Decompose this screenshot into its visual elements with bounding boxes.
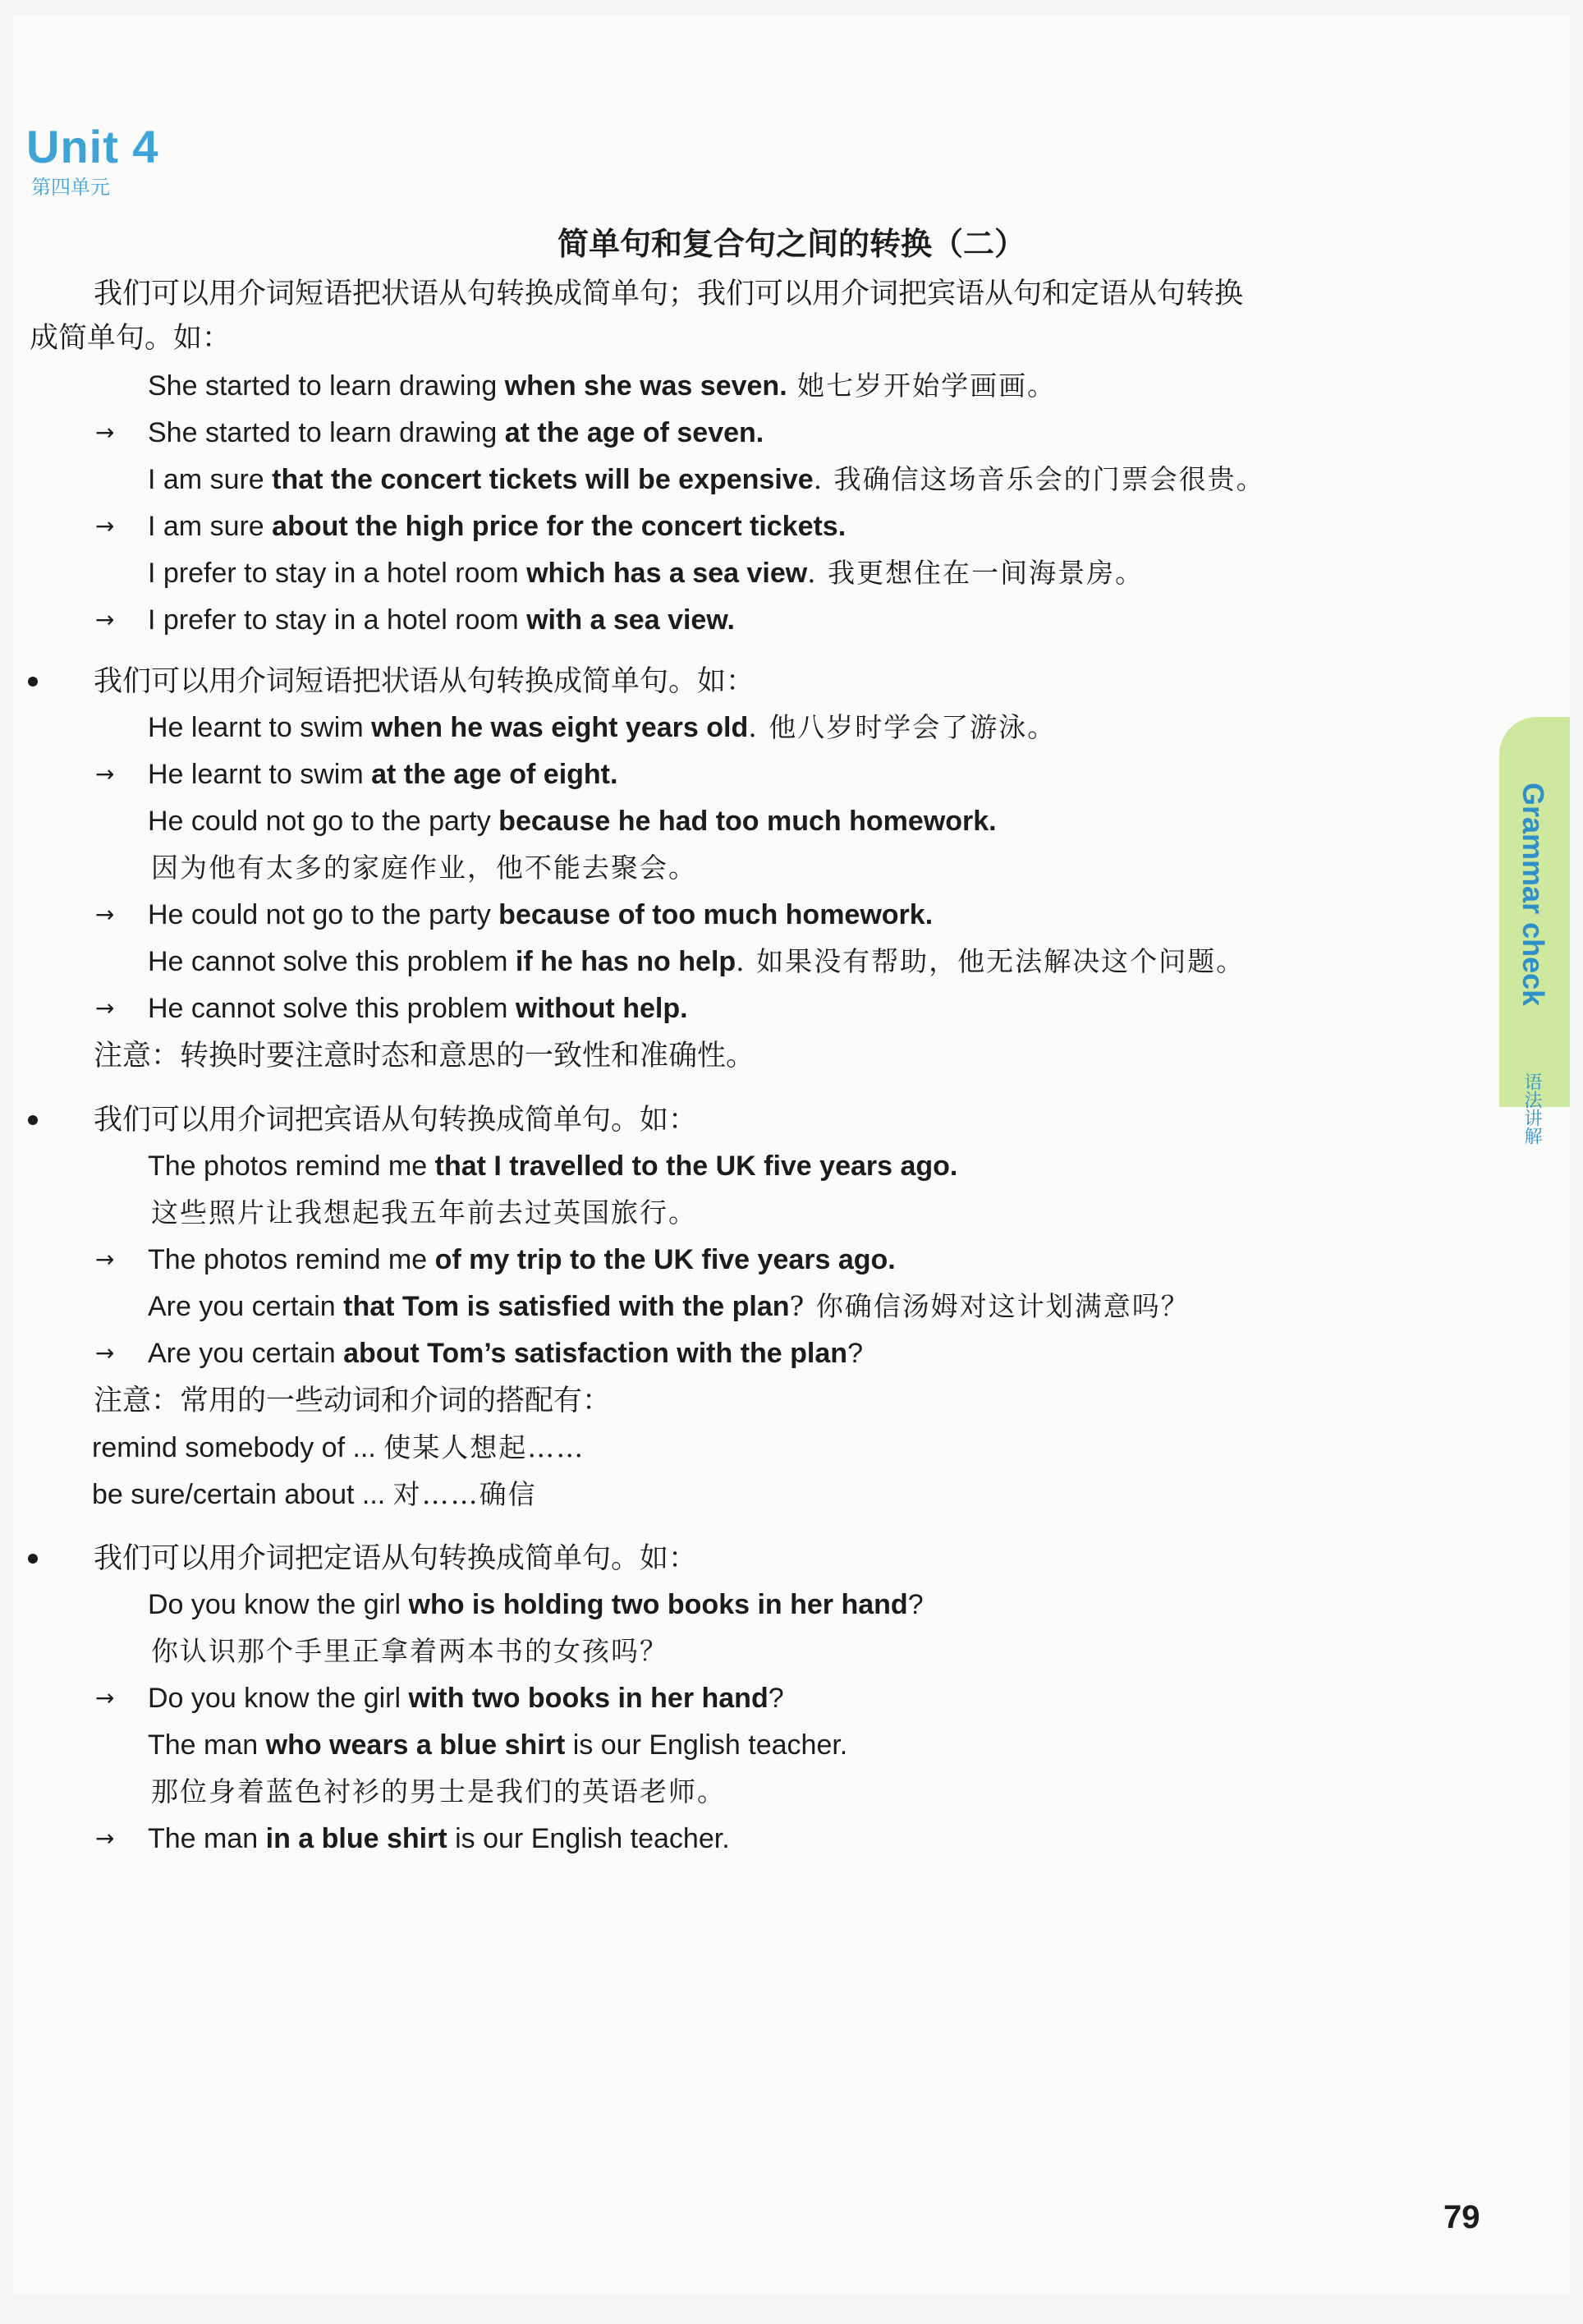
example-plain: is our English teacher. xyxy=(565,1729,848,1761)
example-line xyxy=(148,1821,730,1857)
example-plain: He cannot solve this problem xyxy=(148,993,516,1024)
example-plain: He could not go to the party xyxy=(148,806,499,837)
intro-line-1: 我们可以用介词短语把状语从句转换成简单句；我们可以用介词把宾语从句和定语从句转换 xyxy=(94,278,1244,310)
example-translation: ? 你确信汤姆对这计划满意吗？ xyxy=(789,1290,1190,1322)
example-highlight: because of too much homework. xyxy=(498,899,934,930)
bullet-dot xyxy=(28,1115,38,1125)
example-translation: . 他八岁时学会了游泳。 xyxy=(748,711,1057,743)
example-plain: I prefer to stay in a hotel room xyxy=(148,558,527,589)
example-plain: I am sure xyxy=(148,511,273,542)
section-heading: 我们可以用介词把宾语从句转换成简单句。如： xyxy=(94,1104,698,1137)
example-line xyxy=(148,508,846,544)
example-plain: She started to learn drawing xyxy=(148,370,505,402)
example-plain: He learnt to swim xyxy=(148,759,372,790)
unit-title: Unit 4 xyxy=(26,121,159,172)
example-line xyxy=(148,555,1144,591)
example-line xyxy=(148,1148,957,1184)
arrow-icon: → xyxy=(95,419,115,446)
example-highlight: who is holding two books in her hand xyxy=(408,1589,908,1620)
example-highlight: with two books in her hand xyxy=(408,1683,769,1714)
collocation-line xyxy=(92,1430,585,1466)
example-plain: He learnt to swim xyxy=(148,712,372,743)
section-note: 注意：常用的一些动词和介词的搭配有： xyxy=(94,1385,612,1417)
example-plain: The photos remind me xyxy=(148,1244,435,1275)
example-line xyxy=(148,1242,896,1278)
example-highlight: when he was eight years old xyxy=(371,712,749,743)
example-highlight: in a blue shirt xyxy=(265,1823,447,1854)
example-translation: 因为他有太多的家庭作业，他不能去聚会。 xyxy=(151,852,697,884)
example-plain: I am sure xyxy=(148,464,273,495)
example-highlight: because he had too much homework. xyxy=(498,806,997,837)
example-line xyxy=(148,415,764,451)
example-plain: The man xyxy=(148,1729,266,1761)
arrow-icon: → xyxy=(95,512,115,540)
example-line xyxy=(148,897,933,933)
arrow-icon: → xyxy=(95,760,115,788)
example-line xyxy=(148,462,1265,498)
example-translation: 这些照片让我想起我五年前去过英国旅行。 xyxy=(151,1196,697,1229)
example-line xyxy=(148,602,735,638)
unit-subtitle-cn: 第四单元 xyxy=(31,176,110,199)
bullet-dot xyxy=(28,677,38,687)
example-translation: . 如果没有帮助，他无法解决这个问题。 xyxy=(736,945,1246,977)
example-plain: is our English teacher. xyxy=(447,1823,730,1854)
example-highlight: that I travelled to the UK five years ago. xyxy=(434,1151,958,1182)
arrow-icon: → xyxy=(95,606,115,633)
example-highlight: that the concert tickets will be expensive xyxy=(272,464,814,495)
example-translation: 你认识那个手里正拿着两本书的女孩吗？ xyxy=(151,1635,668,1667)
example-plain: Are you certain xyxy=(148,1291,344,1322)
collocation-phrase: be sure/certain about ... xyxy=(92,1479,393,1510)
example-plain: Do you know the girl xyxy=(148,1589,409,1620)
example-highlight: that Tom is satisfied with the plan xyxy=(343,1291,790,1322)
example-plain: The photos remind me xyxy=(148,1151,435,1182)
example-highlight: which has a sea view xyxy=(526,558,808,589)
example-plain: He cannot solve this problem xyxy=(148,946,516,977)
example-line xyxy=(148,803,997,839)
example-translation: . 我更想住在一间海景房。 xyxy=(807,557,1145,589)
example-highlight: if he has no help xyxy=(515,946,736,977)
collocation-meaning: 对……确信 xyxy=(392,1478,537,1510)
example-line xyxy=(148,1288,1190,1325)
example-highlight: about the high price for the concert tickets. xyxy=(272,511,847,542)
example-translation: 她七岁开始学画画。 xyxy=(787,370,1057,402)
example-line xyxy=(148,1587,924,1623)
page-heading: 简单句和复合句之间的转换（二） xyxy=(557,226,1026,262)
example-highlight: without help. xyxy=(515,993,688,1024)
textbook-page xyxy=(13,15,1570,2294)
example-translation: 那位身着蓝色衬衫的男士是我们的英语老师。 xyxy=(151,1775,726,1807)
section-heading: 我们可以用介词短语把状语从句转换成简单句。如： xyxy=(94,665,755,698)
example-plain: The man xyxy=(148,1823,266,1854)
page-number: 79 xyxy=(1443,2199,1480,2235)
example-plain: Are you certain xyxy=(148,1338,344,1369)
side-tab-label: Grammar check xyxy=(1516,783,1550,1007)
collocation-line xyxy=(92,1477,537,1513)
example-line xyxy=(148,1680,784,1716)
collocation-phrase: remind somebody of ... xyxy=(92,1432,384,1463)
example-plain: ? xyxy=(847,1338,863,1369)
arrow-icon: → xyxy=(95,1684,115,1711)
example-highlight: at the age of seven. xyxy=(504,417,764,448)
example-plain: ? xyxy=(907,1589,924,1620)
example-highlight: about Tom’s satisfaction with the plan xyxy=(343,1338,848,1369)
intro-line-2: 成简单句。如： xyxy=(30,322,232,355)
example-highlight: when she was seven. xyxy=(504,370,787,402)
arrow-icon: → xyxy=(95,1339,115,1366)
example-line xyxy=(148,1335,863,1371)
example-line xyxy=(148,756,617,792)
example-line xyxy=(148,990,688,1027)
example-plain: ? xyxy=(768,1683,784,1714)
section-note: 注意：转换时要注意时态和意思的一致性和准确性。 xyxy=(94,1040,755,1072)
arrow-icon: → xyxy=(95,1246,115,1273)
example-line xyxy=(148,944,1245,980)
example-highlight: who wears a blue shirt xyxy=(265,1729,566,1761)
example-highlight: with a sea view. xyxy=(526,604,735,636)
example-highlight: at the age of eight. xyxy=(371,759,618,790)
bullet-dot xyxy=(28,1554,38,1564)
example-line xyxy=(148,710,1056,746)
example-plain: Do you know the girl xyxy=(148,1683,409,1714)
example-translation: . 我确信这场音乐会的门票会很贵。 xyxy=(813,463,1265,495)
section-heading: 我们可以用介词把定语从句转换成简单句。如： xyxy=(94,1542,698,1575)
arrow-icon: → xyxy=(95,901,115,928)
arrow-icon: → xyxy=(95,1825,115,1852)
arrow-icon: → xyxy=(95,994,115,1022)
example-highlight: of my trip to the UK five years ago. xyxy=(434,1244,896,1275)
example-plain: She started to learn drawing xyxy=(148,417,505,448)
example-line xyxy=(148,1727,847,1763)
example-plain: He could not go to the party xyxy=(148,899,499,930)
collocation-meaning: 使某人想起…… xyxy=(383,1431,585,1463)
side-tab-sublabel: 语法讲解 xyxy=(1521,1072,1542,1145)
example-line xyxy=(148,368,1056,404)
example-plain: I prefer to stay in a hotel room xyxy=(148,604,527,636)
